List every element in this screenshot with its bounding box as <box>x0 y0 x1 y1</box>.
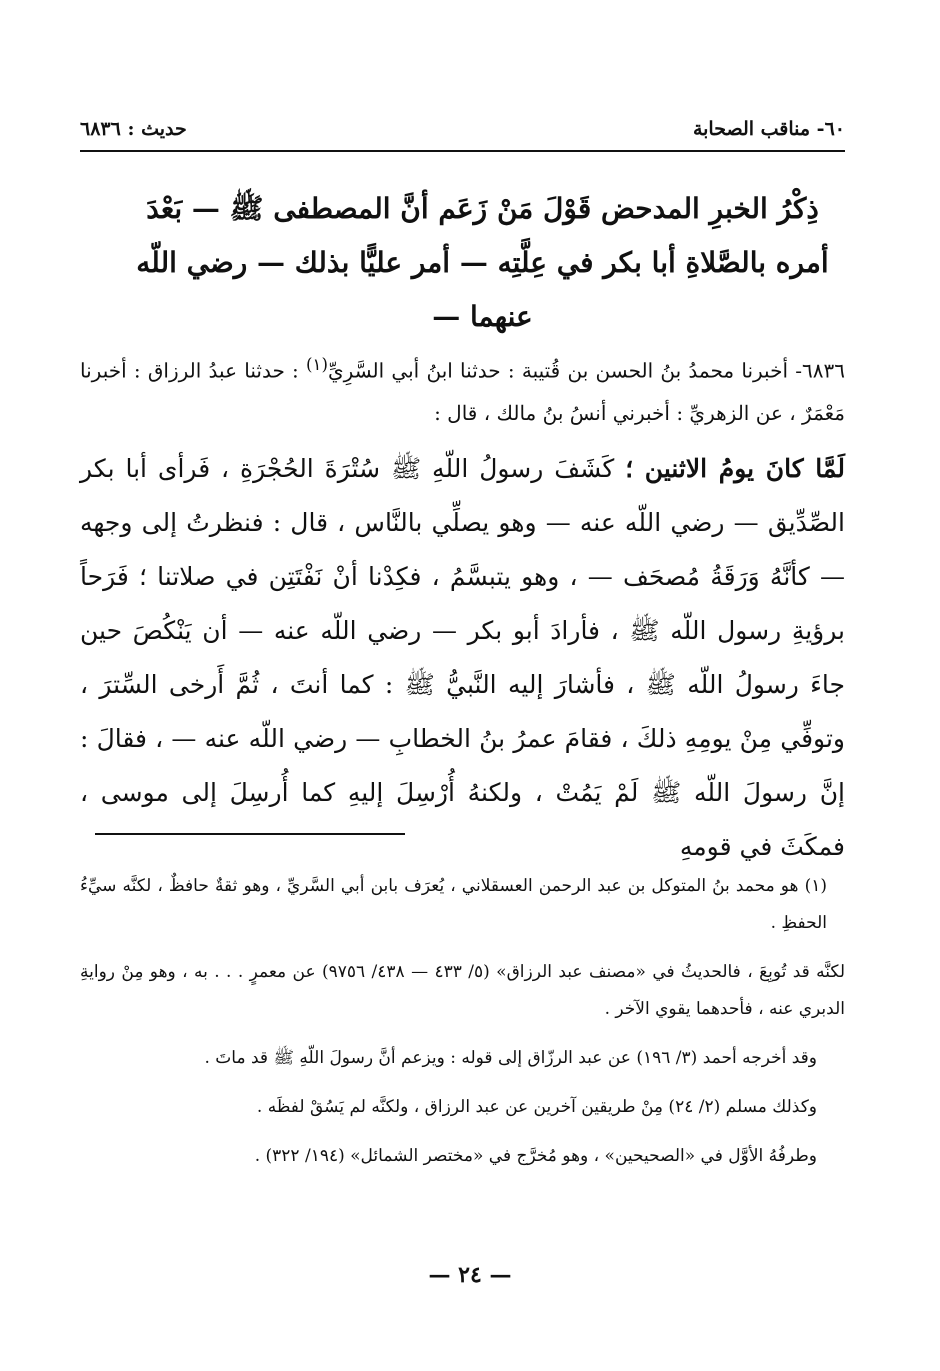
page-number: — ٢٤ — <box>428 1262 512 1288</box>
hadith-body: كَشَفَ رسولُ اللّهِ ﷺ سُتْرَةَ الحُجْرَةِ ، فَرأى أبا بكر الصِّدِّيق — رضي اللّه عنه — وهو يصلِّي بالنَّاس ، قال : فنظرتُ إلى وجهه — كأنَّهُ وَرَقَةُ مُصحَف — ، وهو يتبسَّمُ ، فكِدْنا أنْ نَفْتَتِن في صلاتنا ؛ فَرَحاً برؤيةِ رسول اللّه ﷺ ، فأرادَ أبو بكر — رضي اللّه عنه — أن يَنْكُصَ حين جاءَ رسولُ اللّه ﷺ ، فأشارَ إليه النَّبيُّ ﷺ : كما أنتَ ، ثُمَّ أَرخى السِّترَ ، وتوفِّي مِنْ يومِهِ ذلكَ ، فقامَ عمرُ بنُ الخطابِ — رضي اللّه عنه — ، فقالَ : إنَّ رسولَ اللّه ﷺ لَمْ يَمُتْ ، ولكنهُ أُرْسِلَ إليهِ كما أُرسِلَ إلى موسى ، فمكَثَ في قومهِ <box>80 454 845 861</box>
chapter-heading: ٦٠- مناقب الصحابة <box>692 118 845 140</box>
footnote-paragraph: وقد أخرجه أحمد (٣/ ١٩٦) عن عبد الرزّاق إلى قوله : ويزعم أنَّ رسولَ اللّهِ ﷺ قد ماتَ . <box>204 1048 817 1068</box>
footnote-paragraph: لكنَّه قد تُوبِعَ ، فالحديثُ في «مصنف عبد الرزاق» (٥/ ٤٣٣ — ٤٣٨/ ٩٧٥٦) عن معمرٍ . . . به ، وهو مِنْ روايةِ الدبري عنه ، فأحدهما يقوي الآخر . <box>80 962 845 1019</box>
isnad-paragraph <box>80 344 845 434</box>
hadith-lead: لَمَّا كانَ يومُ الاثنين ؛ <box>625 454 845 483</box>
header-divider <box>80 150 845 152</box>
running-header <box>80 112 845 146</box>
footnote-paragraph: وكذلك مسلم (٢/ ٢٤) مِنْ طريقين آخرين عن عبد الرزاق ، ولكنَّه لم يَسُقْ لفظَه . <box>256 1097 817 1117</box>
hadith-reference: حديث : ٦٨٣٦ <box>80 118 187 140</box>
isnad-text-rest: : حدثنا عبدُ الرزاق : أخبرنا مَعْمَرٌ ، عن الزهريِّ : أخبرني أنسُ بنُ مالك ، قال : <box>80 358 845 425</box>
footnote-1: (١) هو محمد بنُ المتوكل بن عبد الرحمن العسقلاني ، يُعرَف بابن أبي السَّريِّ ، وهو ثقةٌ حافظٌ ، لكنَّه سيِّءُ الحفظِ . <box>80 876 827 933</box>
footnote-marker: (١) <box>306 355 328 374</box>
isnad-text: ٦٨٣٦- أخبرنا محمدُ بنُ الحسن بن قُتيبة : حدثنا ابنُ أبي السَّرِيِّ <box>328 358 845 383</box>
footnote-paragraph: وطرفُهُ الأوَّل في «الصحيحين» ، وهو مُخرَّج في «مختصر الشمائل» (١٩٤/ ٣٢٢) . <box>254 1146 817 1166</box>
hadith-text <box>80 442 845 874</box>
footnotes <box>80 868 845 1187</box>
section-title: ذِكْرُ الخبرِ المدحض قَوْلَ مَنْ زَعَم أنَّ المصطفى ﷺ — بَعْدَ أمره بالصَّلاةِ أبا بكر في عِلَّتِه — أمر عليًّا بذلك — رضي اللّه عنهما — <box>136 192 829 333</box>
footnote-divider <box>95 833 405 835</box>
